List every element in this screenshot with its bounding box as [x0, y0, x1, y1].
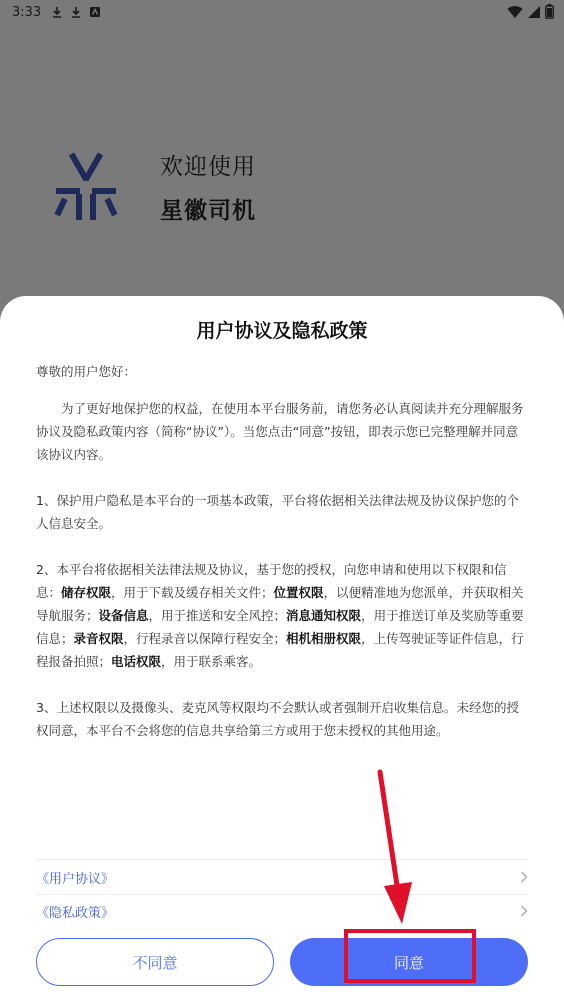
camera-album-permission: 相机相册权限: [286, 631, 362, 646]
app-notification-icon: [89, 6, 101, 18]
user-agreement-link[interactable]: [36, 860, 528, 894]
app-logo: [54, 150, 118, 222]
status-bar: [0, 0, 564, 24]
splash-welcome-text: 欢迎使用: [160, 154, 256, 180]
chevron-right-icon: [520, 902, 528, 921]
item-1-paragraph: 1、保护用户隐私是本平台的一项基本政策，平台将依据相关法律法规及协议保护您的个人信息安全。: [36, 493, 519, 531]
battery-icon: [545, 4, 554, 23]
user-agreement-label: 《用户协议》: [36, 871, 115, 887]
greeting-text: 尊敬的用户您好：: [36, 364, 137, 379]
agree-highlight-box: [344, 929, 476, 983]
wifi-icon: [507, 5, 523, 23]
notification-permission: 消息通知权限: [286, 608, 362, 623]
device-info: 设备信息: [98, 608, 149, 623]
location-permission: 位置权限: [273, 585, 324, 600]
signal-icon: [527, 5, 541, 23]
status-right-icons: [507, 4, 554, 23]
splash-app-name: 星徽司机: [160, 198, 256, 224]
phone-permission: 电话权限: [111, 654, 162, 669]
intro-paragraph: 为了更好地保护您的权益，在使用本平台服务前，请您务必认真阅读并充分理解服务协议及隐私政策内容（简称“协议”）。当您点击“同意”按钮，即表示您已完整理解并同意该协议内容。: [36, 401, 524, 462]
dialog-title: 用户协议及隐私政策: [196, 320, 368, 342]
status-time: 3:33: [12, 4, 42, 20]
storage-permission: 储存权限: [61, 585, 112, 600]
dialog-content: [36, 360, 528, 765]
chevron-right-icon: [520, 868, 528, 887]
item-3-paragraph: 3、上述权限以及摄像头、麦克风等权限均不会默认或者强制开启收集信息。未经您的授权同意，本平台不会将您的信息共享给第三方或用于您未授权的其他用途。: [36, 700, 519, 738]
red-arrow-icon: [360, 768, 420, 928]
privacy-policy-link[interactable]: [36, 894, 528, 928]
disagree-button[interactable]: 不同意: [36, 938, 274, 986]
item-2-paragraph: 2、本平台将依据相关法律法规及协议，基于您的授权，向您申请和使用以下权限和信息：储存权限，用于下载及缓存相关文件；位置权限，以便精准地为您派单，并获取相关导航服务；设备信息，用于推送和安全风控；消息通知权限，用于推送订单及奖励等重要信息；录音权限，行程录音以保障行程安全；相机相册权限，上传驾驶证等证件信息，行程报备拍照；电话权限，用于联系乘客。: [36, 562, 524, 669]
download-icon: [51, 6, 63, 18]
download-icon: [70, 6, 82, 18]
agree-button[interactable]: 同意: [290, 938, 528, 986]
recording-permission: 录音权限: [73, 631, 124, 646]
privacy-policy-label: 《隐私政策》: [36, 905, 115, 921]
